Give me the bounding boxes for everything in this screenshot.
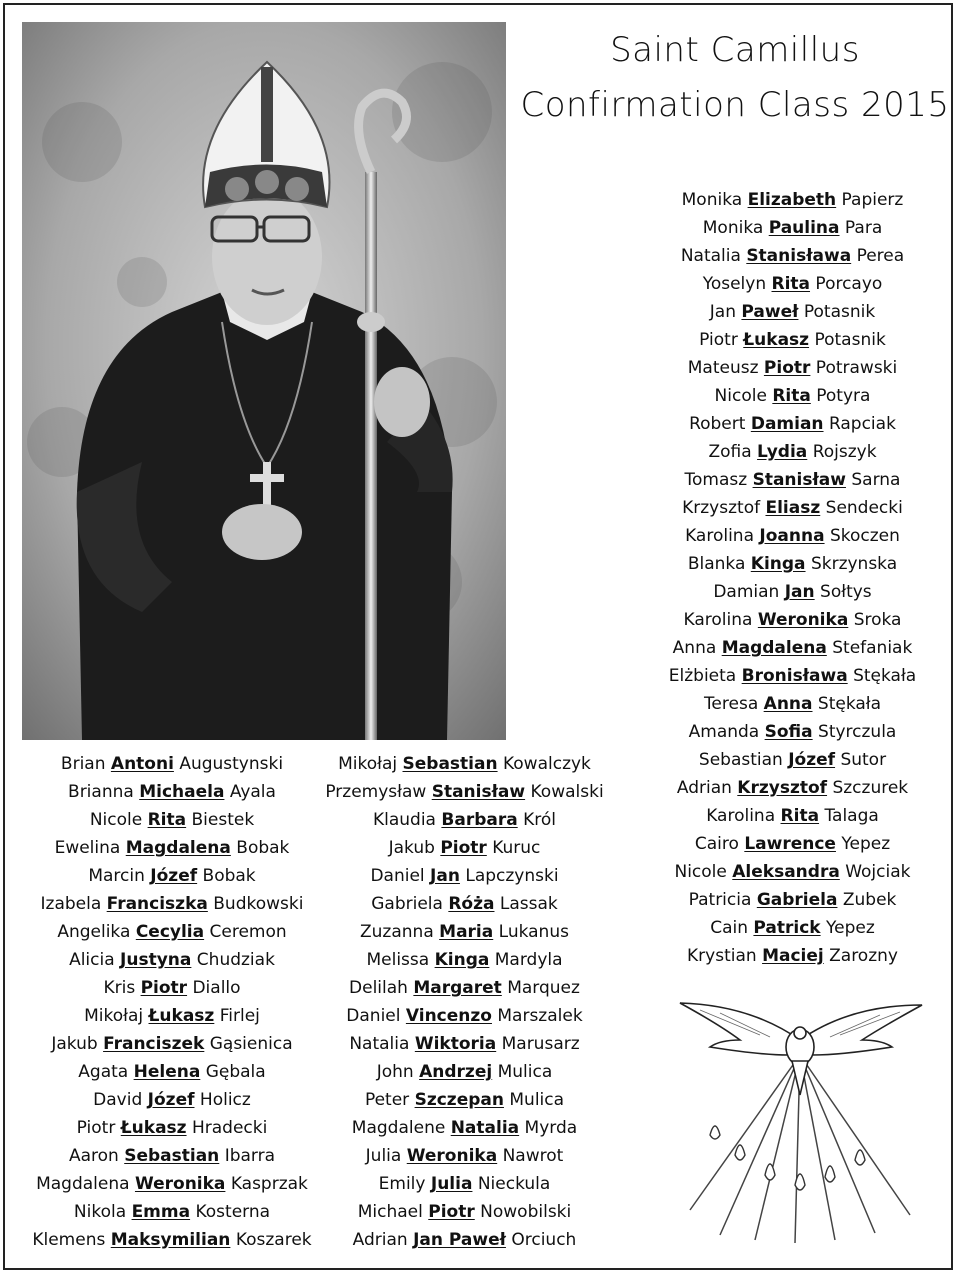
last-name: Marszalek bbox=[497, 1006, 583, 1026]
name-entry bbox=[630, 662, 955, 690]
name-entry bbox=[630, 298, 955, 326]
first-name: Patricia bbox=[688, 890, 752, 910]
first-name: Aaron bbox=[68, 1146, 119, 1166]
confirmation-name: Rita bbox=[772, 386, 811, 406]
first-name: Nicole bbox=[714, 386, 767, 406]
first-name: Mikołaj bbox=[338, 754, 398, 774]
last-name: Kasprzak bbox=[230, 1174, 308, 1194]
name-entry bbox=[312, 750, 617, 778]
first-name: Natalia bbox=[680, 246, 741, 266]
first-name: Ewelina bbox=[54, 838, 121, 858]
first-name: Yoselyn bbox=[702, 274, 767, 294]
confirmation-name: Michaela bbox=[139, 782, 225, 802]
last-name: Szczurek bbox=[832, 778, 909, 798]
confirmation-name: Piotr bbox=[140, 978, 188, 998]
confirmation-name: Róża bbox=[448, 894, 495, 914]
first-name: Gabriela bbox=[371, 894, 443, 914]
first-name: Klemens bbox=[32, 1230, 106, 1250]
name-entry bbox=[630, 914, 955, 942]
last-name: Styrczula bbox=[818, 722, 897, 742]
last-name: Sroka bbox=[853, 610, 902, 630]
first-name: Nicole bbox=[89, 810, 143, 830]
name-entry bbox=[312, 974, 617, 1002]
first-name: Monika bbox=[681, 190, 743, 210]
last-name: Ibarra bbox=[224, 1146, 276, 1166]
first-name: Peter bbox=[364, 1090, 410, 1110]
bishop-portrait bbox=[22, 22, 506, 740]
name-entry bbox=[312, 806, 617, 834]
name-entry bbox=[630, 634, 955, 662]
name-entry bbox=[12, 1142, 332, 1170]
last-name: Skrzynska bbox=[810, 554, 898, 574]
name-entry bbox=[12, 946, 332, 974]
last-name: Koszarek bbox=[235, 1230, 312, 1250]
last-name: Nieckula bbox=[477, 1174, 551, 1194]
name-entry bbox=[12, 1002, 332, 1030]
name-entry bbox=[630, 494, 955, 522]
first-name: Julia bbox=[365, 1146, 402, 1166]
name-entry bbox=[12, 1198, 332, 1226]
page-title: Saint Camillus bbox=[610, 30, 860, 70]
confirmation-name: Weronika bbox=[134, 1174, 226, 1194]
name-column-3 bbox=[630, 186, 955, 970]
last-name: Stękała bbox=[853, 666, 917, 686]
last-name: Rojszyk bbox=[812, 442, 877, 462]
confirmation-name: Rita bbox=[147, 810, 187, 830]
last-name: Potyra bbox=[816, 386, 871, 406]
last-name: Potasnik bbox=[814, 330, 886, 350]
first-name: Krzysztof bbox=[682, 498, 761, 518]
name-entry bbox=[630, 746, 955, 774]
confirmation-name: Stanisława bbox=[746, 246, 852, 266]
name-entry bbox=[12, 890, 332, 918]
confirmation-name: Piotr bbox=[440, 838, 487, 858]
name-entry bbox=[630, 690, 955, 718]
name-entry bbox=[630, 606, 955, 634]
last-name: Potrawski bbox=[815, 358, 898, 378]
last-name: Lapczynski bbox=[465, 866, 559, 886]
confirmation-name: Weronika bbox=[406, 1146, 498, 1166]
confirmation-name: Magdalena bbox=[721, 638, 827, 658]
first-name: Magdalene bbox=[351, 1118, 446, 1138]
name-entry bbox=[312, 890, 617, 918]
last-name: Kuruc bbox=[492, 838, 541, 858]
confirmation-name: Paweł bbox=[741, 302, 799, 322]
name-entry bbox=[312, 1086, 617, 1114]
name-entry bbox=[630, 242, 955, 270]
last-name: Myrda bbox=[524, 1118, 578, 1138]
first-name: Elżbieta bbox=[668, 666, 737, 686]
confirmation-name: Eliasz bbox=[765, 498, 821, 518]
first-name: Michael bbox=[357, 1202, 423, 1222]
confirmation-name: Joanna bbox=[759, 526, 825, 546]
last-name: Rapciak bbox=[828, 414, 896, 434]
confirmation-name: Aleksandra bbox=[732, 862, 840, 882]
name-entry bbox=[12, 1058, 332, 1086]
last-name: Wojciak bbox=[845, 862, 911, 882]
name-entry bbox=[12, 1030, 332, 1058]
first-name: Karolina bbox=[683, 610, 753, 630]
first-name: Marcin bbox=[88, 866, 145, 886]
confirmation-name: Piotr bbox=[763, 358, 811, 378]
page-subtitle: Confirmation Class 2015 bbox=[520, 85, 950, 125]
first-name: Amanda bbox=[688, 722, 760, 742]
name-entry bbox=[630, 718, 955, 746]
last-name: Sarna bbox=[851, 470, 901, 490]
last-name: Talaga bbox=[824, 806, 879, 826]
first-name: Damian bbox=[713, 582, 780, 602]
first-name: Piotr bbox=[699, 330, 738, 350]
first-name: Cairo bbox=[694, 834, 739, 854]
name-entry bbox=[12, 834, 332, 862]
name-entry bbox=[630, 774, 955, 802]
name-entry bbox=[12, 806, 332, 834]
last-name: Porcayo bbox=[815, 274, 883, 294]
confirmation-name: Kinga bbox=[434, 950, 490, 970]
name-entry bbox=[12, 750, 332, 778]
first-name: Emily bbox=[378, 1174, 426, 1194]
last-name: Kowalczyk bbox=[502, 754, 591, 774]
name-entry bbox=[630, 858, 955, 886]
first-name: Piotr bbox=[76, 1118, 116, 1138]
first-name: Nicole bbox=[674, 862, 727, 882]
last-name: Król bbox=[523, 810, 556, 830]
last-name: Yepez bbox=[826, 918, 875, 938]
last-name: Perea bbox=[856, 246, 905, 266]
last-name: Biestek bbox=[191, 810, 255, 830]
confirmation-name: Rita bbox=[780, 806, 820, 826]
last-name: Potasnik bbox=[803, 302, 876, 322]
confirmation-name: Rita bbox=[771, 274, 811, 294]
confirmation-name: Piotr bbox=[428, 1202, 475, 1222]
last-name: Lukanus bbox=[498, 922, 569, 942]
name-entry bbox=[312, 946, 617, 974]
first-name: Klaudia bbox=[372, 810, 436, 830]
last-name: Stefaniak bbox=[832, 638, 913, 658]
confirmation-name: Wiktoria bbox=[414, 1034, 497, 1054]
name-entry bbox=[12, 1086, 332, 1114]
first-name: Nikola bbox=[73, 1202, 127, 1222]
confirmation-name: Franciszka bbox=[106, 894, 208, 914]
confirmation-name: Krzysztof bbox=[737, 778, 828, 798]
name-entry bbox=[12, 974, 332, 1002]
confirmation-name: Julia bbox=[430, 1174, 473, 1194]
confirmation-name: Justyna bbox=[120, 950, 192, 970]
last-name: Stękała bbox=[817, 694, 882, 714]
confirmation-name: Natalia bbox=[450, 1118, 520, 1138]
name-entry bbox=[12, 862, 332, 890]
last-name: Zarozny bbox=[829, 946, 898, 966]
confirmation-name: Gabriela bbox=[756, 890, 838, 910]
confirmation-name: Anna bbox=[763, 694, 813, 714]
first-name: Krystian bbox=[687, 946, 757, 966]
name-entry bbox=[312, 1170, 617, 1198]
last-name: Zubek bbox=[842, 890, 897, 910]
confirmation-name: Bronisława bbox=[741, 666, 848, 686]
confirmation-name: Stanisław bbox=[752, 470, 846, 490]
name-entry bbox=[312, 1226, 617, 1254]
first-name: Karolina bbox=[706, 806, 776, 826]
first-name: Zuzanna bbox=[360, 922, 434, 942]
last-name: Sutor bbox=[840, 750, 887, 770]
confirmation-name: Paulina bbox=[768, 218, 840, 238]
name-entry bbox=[312, 1030, 617, 1058]
name-entry bbox=[630, 522, 955, 550]
first-name: Jan bbox=[709, 302, 737, 322]
last-name: Gębala bbox=[205, 1062, 266, 1082]
first-name: Blanka bbox=[687, 554, 746, 574]
first-name: Jakub bbox=[51, 1034, 98, 1054]
last-name: Budkowski bbox=[213, 894, 304, 914]
confirmation-name: Barbara bbox=[441, 810, 518, 830]
first-name: Mikołaj bbox=[84, 1006, 144, 1026]
first-name: Jakub bbox=[388, 838, 435, 858]
confirmation-name: Józef bbox=[147, 1090, 195, 1110]
first-name: Monika bbox=[702, 218, 764, 238]
confirmation-name: Józef bbox=[150, 866, 198, 886]
name-entry bbox=[630, 550, 955, 578]
name-entry bbox=[630, 438, 955, 466]
last-name: Augustynski bbox=[179, 754, 284, 774]
name-entry bbox=[630, 886, 955, 914]
confirmation-name: Stanisław bbox=[431, 782, 526, 802]
last-name: Ceremon bbox=[209, 922, 287, 942]
confirmation-name: Andrzej bbox=[419, 1062, 493, 1082]
last-name: Papierz bbox=[841, 190, 904, 210]
first-name: Sebastian bbox=[698, 750, 783, 770]
confirmation-name: Łukasz bbox=[743, 330, 810, 350]
name-entry bbox=[630, 410, 955, 438]
first-name: Natalia bbox=[349, 1034, 410, 1054]
confirmation-name: Antoni bbox=[110, 754, 174, 774]
name-entry bbox=[12, 1226, 332, 1254]
confirmation-name: Patrick bbox=[753, 918, 821, 938]
first-name: Kris bbox=[103, 978, 136, 998]
confirmation-name: Łukasz bbox=[148, 1006, 215, 1026]
name-entry bbox=[630, 830, 955, 858]
name-entry bbox=[312, 1058, 617, 1086]
confirmation-name: Szczepan bbox=[414, 1090, 504, 1110]
confirmation-name: Sebastian bbox=[402, 754, 498, 774]
first-name: Brian bbox=[60, 754, 106, 774]
confirmation-name: Sofia bbox=[764, 722, 813, 742]
first-name: Daniel bbox=[370, 866, 425, 886]
last-name: Bobak bbox=[202, 866, 256, 886]
confirmation-name: Lydia bbox=[757, 442, 808, 462]
confirmation-name: Maksymilian bbox=[110, 1230, 231, 1250]
last-name: Firlej bbox=[219, 1006, 260, 1026]
first-name: Robert bbox=[689, 414, 746, 434]
confirmation-name: Margaret bbox=[413, 978, 502, 998]
name-entry bbox=[630, 942, 955, 970]
name-entry bbox=[312, 918, 617, 946]
confirmation-name: Maciej bbox=[762, 946, 824, 966]
last-name: Sołtys bbox=[820, 582, 872, 602]
first-name: Cain bbox=[710, 918, 748, 938]
first-name: Magdalena bbox=[36, 1174, 130, 1194]
name-entry bbox=[630, 382, 955, 410]
last-name: Diallo bbox=[192, 978, 241, 998]
last-name: Sendecki bbox=[825, 498, 903, 518]
confirmation-name: Elizabeth bbox=[747, 190, 837, 210]
first-name: Daniel bbox=[346, 1006, 401, 1026]
confirmation-name: Maria bbox=[439, 922, 494, 942]
confirmation-name: Józef bbox=[788, 750, 836, 770]
confirmation-name: Kinga bbox=[750, 554, 806, 574]
first-name: Izabela bbox=[40, 894, 102, 914]
confirmation-name: Cecylia bbox=[135, 922, 205, 942]
last-name: Mardyla bbox=[494, 950, 563, 970]
holy-spirit-dove-icon bbox=[660, 985, 940, 1245]
confirmation-name: Vincenzo bbox=[405, 1006, 492, 1026]
first-name: Delilah bbox=[349, 978, 408, 998]
first-name: Melissa bbox=[366, 950, 430, 970]
last-name: Mulica bbox=[509, 1090, 565, 1110]
confirmation-name: Łukasz bbox=[120, 1118, 187, 1138]
last-name: Lassak bbox=[499, 894, 558, 914]
first-name: Mateusz bbox=[687, 358, 759, 378]
name-entry bbox=[12, 1114, 332, 1142]
confirmation-name: Magdalena bbox=[125, 838, 231, 858]
last-name: Kosterna bbox=[195, 1202, 271, 1222]
last-name: Skoczen bbox=[829, 526, 900, 546]
first-name: Adrian bbox=[676, 778, 732, 798]
confirmation-name: Emma bbox=[131, 1202, 191, 1222]
confirmation-name: Sebastian bbox=[124, 1146, 220, 1166]
last-name: Kowalski bbox=[530, 782, 604, 802]
name-entry bbox=[630, 270, 955, 298]
name-entry bbox=[12, 778, 332, 806]
last-name: Para bbox=[844, 218, 883, 238]
last-name: Yepez bbox=[841, 834, 891, 854]
confirmation-name: Helena bbox=[133, 1062, 201, 1082]
name-entry bbox=[630, 802, 955, 830]
name-column-2 bbox=[312, 750, 617, 1254]
confirmation-name: Damian bbox=[750, 414, 824, 434]
first-name: Przemysław bbox=[325, 782, 427, 802]
name-entry bbox=[312, 862, 617, 890]
first-name: Zofia bbox=[708, 442, 752, 462]
last-name: Nawrot bbox=[502, 1146, 564, 1166]
first-name: Anna bbox=[672, 638, 717, 658]
last-name: Nowobilski bbox=[480, 1202, 572, 1222]
name-entry bbox=[630, 326, 955, 354]
confirmation-name: Jan bbox=[430, 866, 460, 886]
last-name: Bobak bbox=[236, 838, 290, 858]
last-name: Ayala bbox=[229, 782, 276, 802]
name-entry bbox=[312, 778, 617, 806]
first-name: John bbox=[376, 1062, 414, 1082]
first-name: Alicia bbox=[69, 950, 115, 970]
confirmation-name: Jan bbox=[784, 582, 815, 602]
first-name: Agata bbox=[78, 1062, 129, 1082]
last-name: Hradecki bbox=[191, 1118, 268, 1138]
name-entry bbox=[630, 578, 955, 606]
first-name: Angelika bbox=[57, 922, 131, 942]
first-name: Teresa bbox=[703, 694, 759, 714]
name-entry bbox=[312, 1198, 617, 1226]
last-name: Gąsienica bbox=[209, 1034, 293, 1054]
name-entry bbox=[312, 834, 617, 862]
confirmation-name: Weronika bbox=[757, 610, 849, 630]
last-name: Holicz bbox=[199, 1090, 251, 1110]
first-name: David bbox=[93, 1090, 143, 1110]
last-name: Marusarz bbox=[501, 1034, 580, 1054]
last-name: Marquez bbox=[507, 978, 580, 998]
name-entry bbox=[630, 214, 955, 242]
last-name: Chudziak bbox=[196, 950, 275, 970]
confirmation-name: Jan Paweł bbox=[413, 1230, 506, 1250]
name-entry bbox=[12, 1170, 332, 1198]
first-name: Adrian bbox=[352, 1230, 408, 1250]
name-entry bbox=[12, 918, 332, 946]
name-entry bbox=[630, 354, 955, 382]
name-entry bbox=[312, 1114, 617, 1142]
last-name: Mulica bbox=[497, 1062, 553, 1082]
name-column-1 bbox=[12, 750, 332, 1254]
first-name: Brianna bbox=[68, 782, 134, 802]
confirmation-name: Lawrence bbox=[744, 834, 836, 854]
first-name: Tomasz bbox=[684, 470, 748, 490]
first-name: Karolina bbox=[685, 526, 754, 546]
name-entry bbox=[312, 1142, 617, 1170]
name-entry bbox=[312, 1002, 617, 1030]
confirmation-name: Franciszek bbox=[103, 1034, 205, 1054]
name-entry bbox=[630, 466, 955, 494]
last-name: Orciuch bbox=[511, 1230, 577, 1250]
name-entry bbox=[630, 186, 955, 214]
